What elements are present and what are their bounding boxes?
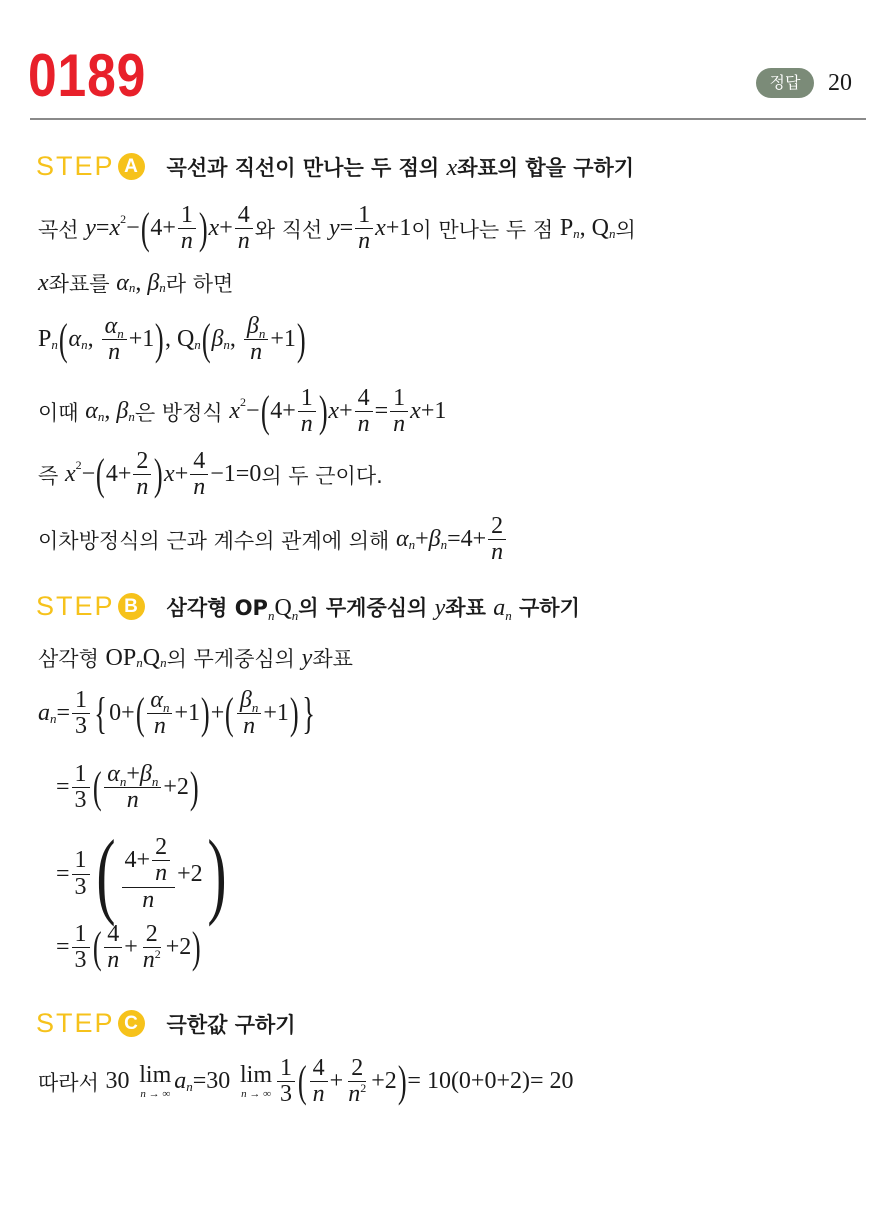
step-b-badge: B	[118, 593, 145, 620]
curve-line-equation: 곡선 y = x 2 − ( 4+ $\frac{1}{n}$ ) x + $\frac{4}{n}$ 와 직선 y = $\frac{1}{n}$ x +1 이 만나는 두 점 P n , Q n 의	[38, 202, 636, 255]
equation-line: 이때 α n , β n 은 방정식 x 2 − ( 4+ $\frac{1}{n}$ ) x + $\frac{4}{n}$ = $\frac{1}{n}$ x +1	[38, 385, 447, 438]
step-label: STEP	[36, 1008, 115, 1038]
header-divider	[30, 118, 866, 120]
centroid-eq-3: = $\frac{1}{3}$ ( 4+ $\frac{2}{n}$ n +2 )	[56, 820, 227, 927]
step-a-heading	[36, 151, 634, 182]
step-a-title: 곡선과 직선이 만나는 두 점의 x좌표의 합을 구하기	[166, 154, 635, 181]
step-label: STEP	[36, 151, 115, 181]
x-coords-line: x 좌표를 α n , β n 라 하면	[38, 269, 234, 296]
limit-line: 따라서 30 lim n → ∞ a n = 30 lim n → ∞ $\frac{1}{3}$ ( $\frac{4}{n}$ + $\frac{2}{n^2}$ +2 ) = 10(0+0+2)= 20	[38, 1055, 574, 1108]
step-c-badge: C	[118, 1010, 145, 1037]
limit-operator: lim n → ∞	[239, 1062, 272, 1101]
points-line: P n ( α n , $\frac{\alpha_n}{n}$ +1 ) , Q n ( β n , $\frac{\beta_n}{n}$ +1 )	[38, 313, 306, 366]
step-c-title: 극한값 구하기	[166, 1012, 296, 1037]
limit-operator: lim n → ∞	[139, 1062, 172, 1101]
centroid-eq-2: = $\frac{1}{3}$ ( $\frac{\alpha_n+\beta_n}{n}$ +2 )	[56, 761, 199, 814]
centroid-eq-1: a n = $\frac{1}{3}$ { 0+ ( $\frac{\alpha_n}{n}$ +1 ) + ( $\frac{\beta_n}{n}$ +1 ) }	[38, 687, 315, 740]
answer-value: 20	[828, 70, 852, 96]
problem-number: 0189	[28, 42, 147, 109]
centroid-eq-4: = $\frac{1}{3}$ ( $\frac{4}{n}$ + $\frac{2}{n^2}$ +2 )	[56, 921, 202, 974]
vieta-line: 이차방정식의 근과 계수의 관계에 의해 α n + β n =4+ $\frac{2}{n}$	[38, 514, 508, 565]
centroid-intro-line: 삼각형 OP n Q n 의 무게중심의 y 좌표	[38, 644, 353, 671]
step-a-badge: A	[118, 153, 145, 180]
step-label: STEP	[36, 591, 115, 621]
step-c-heading	[36, 1008, 296, 1039]
quadratic-line: 즉 x 2 − ( 4+ $\frac{2}{n}$ ) x + $\frac{4}{n}$ −1=0 의 두 근이다.	[38, 448, 383, 501]
answer-badge: 정답	[756, 68, 814, 98]
step-b-title: 삼각형 $OP_nQ_n$의 무게중심의 y좌표 $a_n$ 구하기	[166, 594, 580, 623]
step-b-heading	[36, 591, 580, 622]
